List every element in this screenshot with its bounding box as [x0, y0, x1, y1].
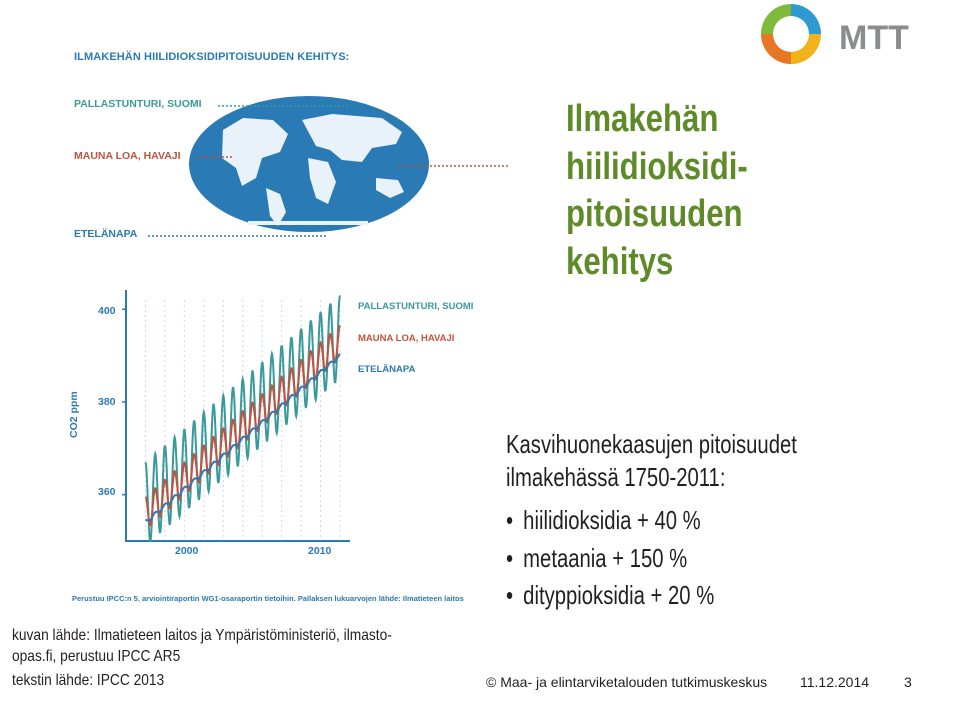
- image-credit: [12, 626, 459, 668]
- title-line: hiilidioksidi-: [566, 145, 748, 188]
- credit-line: kuvan lähde: Ilmatieteen laitos ja Ympäristöministeriö, ilmasto-: [12, 627, 392, 644]
- y-tick-label: 400: [98, 305, 116, 317]
- title-line: Ilmakehän: [566, 98, 719, 140]
- figure-heading: ILMAKEHÄN HIILIDIOKSIDIPITOISUUDEN KEHITYS:: [74, 51, 350, 63]
- station-label-mauna-loa: MAUNA LOA, HAVAJI: [74, 150, 181, 162]
- text-source: tekstin lähde: IPCC 2013: [12, 672, 165, 689]
- y-tick-label: 380: [98, 396, 116, 408]
- page-number: 3: [904, 674, 912, 690]
- co2-figure: [58, 38, 518, 618]
- figure-source-note: Perustuu IPCC:n 5. arviointiraportin WG1-osaraportin tietoihin. Pallaksen lukuarvojen lähde: Ilmatieteen laitos: [72, 594, 464, 603]
- slide-title: [566, 96, 869, 286]
- footer-date: 11.12.2014: [800, 674, 870, 690]
- chart-axes: [126, 290, 350, 541]
- title-line: pitoisuuden: [566, 193, 743, 235]
- bullet-item: • metaania + 150 %: [506, 540, 714, 578]
- footer-organization: © Maa- ja elintarviketalouden tutkimuskeskus: [486, 674, 768, 690]
- logo-wordmark: MTT: [839, 19, 909, 57]
- x-tick-label: 2010: [308, 545, 332, 557]
- y-tick-label: 360: [98, 486, 116, 498]
- intro-line: ilmakehässä 1750-2011:: [506, 461, 726, 492]
- legend-entry: ETELÄNAPA: [358, 364, 416, 375]
- series-line: [146, 295, 341, 541]
- title-line: kehitys: [566, 240, 674, 283]
- mtt-logo: [757, 0, 942, 72]
- legend-entry: PALLASTUNTURI, SUOMI: [358, 301, 474, 312]
- bullet-item: • hiilidioksidia + 40 %: [506, 502, 714, 540]
- bullet-list: [506, 502, 714, 615]
- credit-line: opas.fi, perustuu IPCC AR5: [12, 647, 181, 665]
- station-label-pallas: PALLASTUNTURI, SUOMI: [74, 98, 202, 110]
- world-map-icon: [189, 96, 429, 232]
- intro-line: Kasvihuonekaasujen pitoisuudet: [506, 429, 797, 459]
- bullet-item: • dityppioksidia + 20 %: [506, 577, 714, 615]
- legend-entry: MAUNA LOA, HAVAJI: [358, 333, 455, 344]
- intro-text: [506, 428, 834, 493]
- logo-swirl-icon: [761, 4, 821, 64]
- x-tick-label: 2000: [175, 545, 199, 557]
- y-axis-label: CO2 ppm: [68, 391, 80, 438]
- chart-axis: [126, 290, 350, 541]
- station-label-south-pole: ETELÄNAPA: [74, 228, 138, 240]
- chart-series: [146, 295, 341, 541]
